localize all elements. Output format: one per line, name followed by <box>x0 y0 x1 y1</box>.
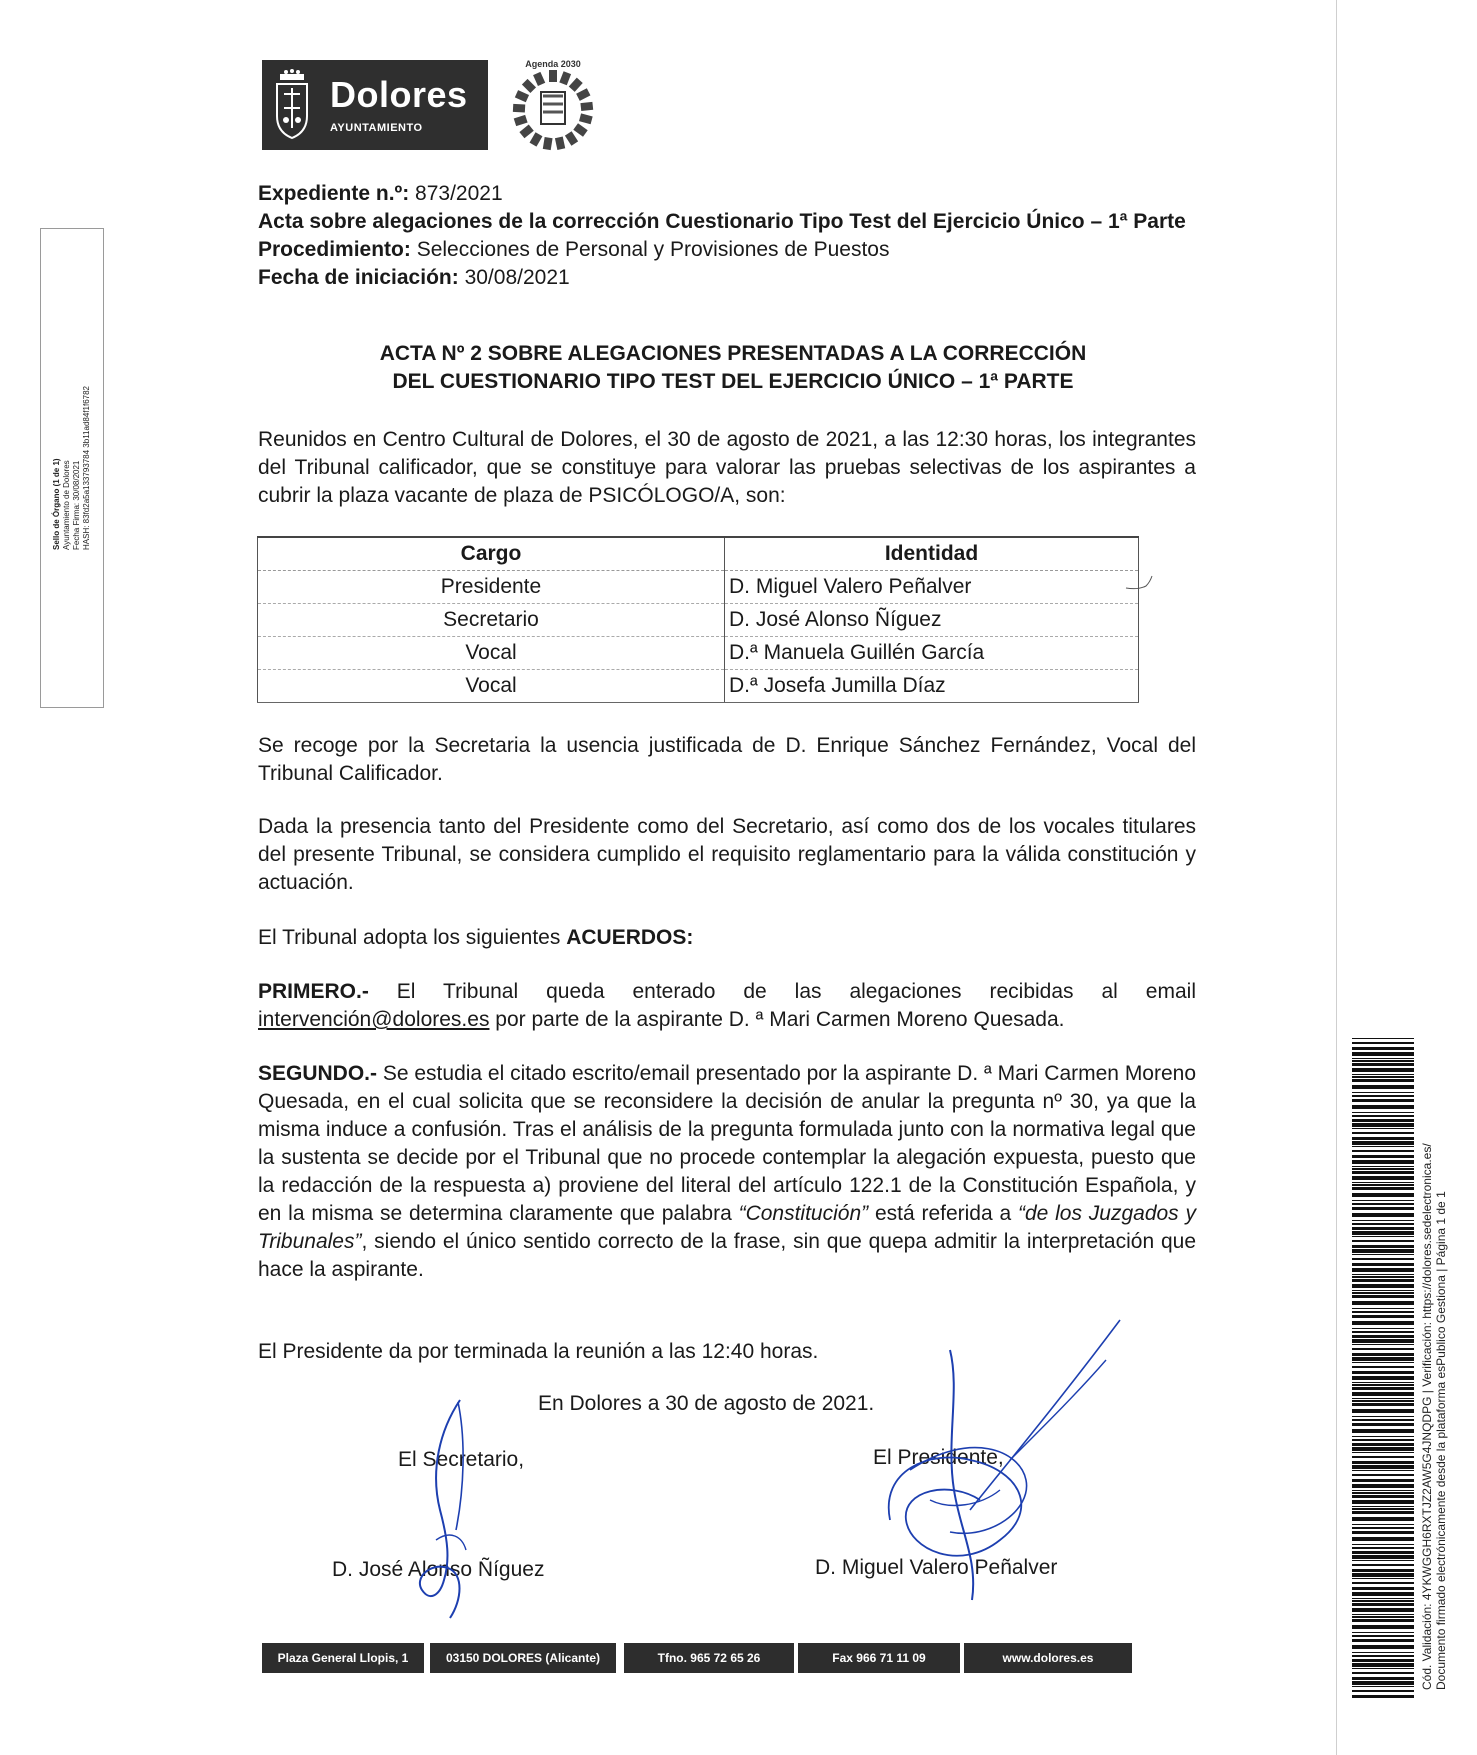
barcode-bar <box>1352 1655 1414 1657</box>
secretario-name: D. José Alonso Ñíguez <box>332 1558 545 1581</box>
cell-cargo: Vocal <box>258 670 725 703</box>
segundo-text-1: Se estudia el citado escrito/email presentado por la aspirante D. ª Mari Carmen Moreno Quesada, en el cual solicita que se reconsidere la decisión de anular la pregunta nº 30, ya que la misma induce a confusión. Tras el análisis de la pregunta formulada junto con la normativa legal que la sustenta se decide por el Tribunal que no procede contemplar la alegación expuesta, puesto que la redacción de la respuesta a) proviene del literal del artículo 122.1 de la Constitución Española, y en la misma se determina claramente que palabra <box>258 1062 1197 1225</box>
barcode-bar <box>1352 1074 1414 1075</box>
barcode-bar <box>1352 1308 1414 1309</box>
barcode-bar <box>1352 1447 1414 1451</box>
barcode-bar <box>1352 1290 1414 1291</box>
barcode-bar <box>1352 1527 1414 1529</box>
barcode-bar <box>1352 1321 1414 1325</box>
table-header-row <box>258 537 1139 571</box>
segundo-label: SEGUNDO.- <box>258 1062 378 1085</box>
barcode-bar <box>1352 1279 1414 1282</box>
cell-identidad: D. Miguel Valero Peñalver <box>725 571 1139 604</box>
barcode-bar <box>1352 1220 1414 1221</box>
barcode-bar <box>1352 1508 1414 1510</box>
barcode-bar <box>1352 1517 1414 1521</box>
barcode-bar <box>1352 1231 1414 1235</box>
header-cargo: Cargo <box>258 537 725 571</box>
presidente-role: El Presidente, <box>873 1446 1004 1469</box>
barcode-bar <box>1352 1245 1414 1248</box>
barcode-bar <box>1352 1423 1414 1426</box>
dolores-logo <box>262 60 488 150</box>
verification-line-1: Cód. Validación: 4YKWGGH6RXTJZ2AW5G4JNQDPG | Verificación: https://dolores.sedelectronica.es/ <box>1420 1143 1434 1690</box>
email-link[interactable]: intervención@dolores.es <box>258 1008 490 1031</box>
stamp-line-2: Ayuntamiento de Dolores <box>62 460 71 550</box>
barcode-bar <box>1352 1465 1414 1469</box>
tribunal-table <box>257 536 1139 703</box>
segundo-paragraph <box>258 1060 1196 1284</box>
footer-web[interactable]: www.dolores.es <box>964 1643 1132 1673</box>
barcode-bar <box>1352 1335 1414 1338</box>
barcode-bar <box>1352 1150 1414 1152</box>
barcode-bar <box>1352 1384 1414 1386</box>
cell-identidad: D. José Alonso Ñíguez <box>725 604 1139 637</box>
barcode-bar <box>1352 1560 1414 1561</box>
barcode-bar <box>1352 1353 1414 1356</box>
barcode-bar <box>1352 1524 1414 1525</box>
acuerdos-text: El Tribunal adopta los siguientes <box>258 926 567 949</box>
agenda-2030-logo-icon <box>505 56 601 152</box>
primero-text-1: El Tribunal queda enterado de las alegaciones recibidas al email <box>368 980 1196 1003</box>
barcode-bar <box>1352 1357 1414 1361</box>
barcode-bar <box>1352 1600 1414 1602</box>
barcode-bar <box>1352 1659 1414 1662</box>
document-meta <box>258 180 1208 292</box>
cierre-paragraph: El Presidente da por terminada la reunión a las 12:40 horas. <box>258 1340 819 1363</box>
barcode-bar <box>1352 1166 1414 1167</box>
barcode-bar <box>1352 1193 1414 1197</box>
secretario-role: El Secretario, <box>398 1448 525 1471</box>
barcode-bar <box>1352 1635 1414 1637</box>
coat-of-arms-icon <box>272 68 312 142</box>
fecha-label: Fecha de iniciación: <box>258 266 459 289</box>
agenda-label: Agenda 2030 <box>525 59 581 69</box>
barcode-bar <box>1352 1095 1414 1097</box>
barcode-bar <box>1352 1328 1414 1329</box>
barcode-bar <box>1352 1614 1414 1615</box>
procedimiento-label: Procedimiento: <box>258 238 411 261</box>
barcode-bar <box>1352 1155 1414 1158</box>
primero-text-2: por parte de la aspirante D. ª Mari Carmen Moreno Quesada. <box>489 1008 1065 1031</box>
barcode-bar <box>1352 1398 1414 1399</box>
barcode-bar <box>1352 1182 1414 1183</box>
barcode-bar <box>1352 1168 1414 1170</box>
footer-phone: Tfno. 965 72 65 26 <box>624 1643 794 1673</box>
barcode-bar <box>1352 1479 1414 1482</box>
barcode-bar <box>1352 1171 1414 1174</box>
stamp-line-3: Fecha Firma: 30/08/2021 <box>72 460 81 550</box>
barcode-bar <box>1352 1470 1414 1471</box>
barcode-bar <box>1352 1068 1414 1072</box>
barcode-bar <box>1352 1616 1414 1618</box>
pen-mark <box>1124 574 1154 594</box>
barcode-bar <box>1352 1052 1414 1056</box>
cell-identidad: D.ª Manuela Guillén García <box>725 637 1139 670</box>
barcode-bar <box>1352 1137 1414 1140</box>
barcode-bar <box>1352 1419 1414 1421</box>
barcode-bar <box>1352 1160 1414 1164</box>
barcode-bar <box>1352 1132 1414 1134</box>
barcode-bar <box>1352 1686 1414 1687</box>
barcode-bar <box>1352 1603 1414 1606</box>
barcode-bar <box>1352 1436 1414 1437</box>
table-row <box>258 670 1139 703</box>
barcode-bar <box>1352 1141 1414 1145</box>
procedimiento-value: Selecciones de Personal y Provisiones de Puestos <box>410 238 890 261</box>
table-row <box>258 571 1139 604</box>
barcode-bar <box>1352 1079 1414 1082</box>
barcode-bar <box>1352 1490 1414 1491</box>
barcode-bar <box>1352 1551 1414 1554</box>
barcode-bar <box>1352 1569 1414 1572</box>
barcode-bar <box>1352 1403 1414 1406</box>
barcode-bar <box>1352 1200 1414 1201</box>
title-line-1: ACTA Nº 2 SOBRE ALEGACIONES PRESENTADAS A LA CORRECCIÓN <box>379 342 1087 365</box>
barcode-bar <box>1352 1227 1414 1230</box>
barcode-bar <box>1352 1274 1414 1275</box>
barcode-bar <box>1352 1115 1414 1117</box>
barcode-bar <box>1352 1207 1414 1210</box>
barcode-bar <box>1352 1063 1414 1066</box>
barcode-bar <box>1352 1452 1414 1453</box>
barcode-bar <box>1352 1495 1414 1498</box>
fecha-line <box>258 264 1208 292</box>
barcode-bar <box>1352 1639 1414 1642</box>
intro-paragraph: Reunidos en Centro Cultural de Dolores, el 30 de agosto de 2021, a las 12:30 horas, los integrantes del Tribunal calificador, que se constituye para valorar las pruebas selectivas de los aspirantes a cubrir la plaza vacante de plaza de PSICÓLOGO/A, son: <box>258 428 1196 507</box>
barcode-bar <box>1352 1484 1414 1488</box>
acta-line: Acta sobre alegaciones de la corrección Cuestionario Tipo Test del Ejercicio Único – 1ª Parte <box>258 210 1186 233</box>
ausencia-paragraph: Se recoge por la Secretaria la usencia justificada de D. Enrique Sánchez Fernández, Vocal del Tribunal Calificador. <box>258 734 1196 785</box>
barcode-bar <box>1352 1292 1414 1294</box>
barcode-bar <box>1352 1099 1414 1102</box>
barcode-bar <box>1352 1456 1414 1458</box>
expediente-value: 873/2021 <box>409 182 503 205</box>
footer-address: Plaza General Llopis, 1 <box>262 1643 424 1673</box>
barcode-bar <box>1352 1176 1414 1180</box>
cell-cargo: Presidente <box>258 571 725 604</box>
barcode-bar <box>1352 1544 1414 1545</box>
header-identidad: Identidad <box>725 537 1139 571</box>
barcode-bar <box>1352 1315 1414 1318</box>
barcode-bar <box>1352 1268 1414 1272</box>
barcode-bar <box>1352 1506 1414 1507</box>
table-row <box>258 637 1139 670</box>
page-edge-line <box>1336 0 1337 1755</box>
lugar-fecha: En Dolores a 30 de agosto de 2021. <box>538 1392 875 1415</box>
primero-paragraph <box>258 978 1196 1034</box>
barcode-bar <box>1352 1625 1414 1629</box>
acuerdos-paragraph <box>258 924 1196 952</box>
barcode-bar <box>1352 1146 1414 1147</box>
barcode-bar <box>1352 1362 1414 1363</box>
barcode-bar <box>1352 1578 1414 1579</box>
barcode-bar <box>1352 1461 1414 1464</box>
barcode-bar <box>1352 1038 1414 1039</box>
presencia-paragraph: Dada la presencia tanto del Presidente como del Secretario, así como dos de los vocales titulares del presente Tribunal, se considera cumplido el requisito reglamentario para la válida constitución y actuación. <box>258 815 1196 894</box>
barcode-bar <box>1352 1344 1414 1345</box>
barcode-bar <box>1352 1652 1414 1653</box>
barcode-bar <box>1352 1376 1414 1380</box>
organ-seal-stamp <box>40 228 104 708</box>
barcode-bar <box>1352 1203 1414 1205</box>
barcode-bar <box>1352 1531 1414 1534</box>
cell-cargo: Vocal <box>258 637 725 670</box>
barcode-bar <box>1352 1184 1414 1186</box>
barcode-bar <box>1352 1085 1414 1089</box>
barcode-bar <box>1352 1677 1414 1680</box>
barcode-bar <box>1352 1632 1414 1633</box>
barcode-bar <box>1352 1387 1414 1390</box>
barcode-bar <box>1352 1258 1414 1260</box>
barcode-bar <box>1352 1582 1414 1584</box>
barcode-bar <box>1352 1119 1414 1122</box>
barcode-bar <box>1352 1592 1414 1596</box>
barcode-bar <box>1352 1240 1414 1242</box>
barcode-bar <box>1352 1276 1414 1278</box>
barcode-bar <box>1352 1187 1414 1190</box>
expediente-line <box>258 180 1208 208</box>
acuerdos-bold: ACUERDOS: <box>566 926 694 949</box>
barcode-bar <box>1352 1123 1414 1127</box>
footer-postal: 03150 DOLORES (Alicante) <box>430 1643 616 1673</box>
segundo-italic-1: “Constitución” <box>738 1202 869 1225</box>
barcode-bar <box>1352 1382 1414 1383</box>
barcode-bar <box>1352 1339 1414 1343</box>
barcode-bar <box>1352 1301 1414 1305</box>
secretario-signature <box>400 1390 490 1630</box>
barcode-bar <box>1352 1663 1414 1667</box>
barcode-bar <box>1352 1213 1414 1217</box>
barcode-bar <box>1352 1400 1414 1402</box>
barcode-bar <box>1352 1429 1414 1433</box>
cell-identidad: D.ª Josefa Jumilla Díaz <box>725 670 1139 703</box>
expediente-label: Expediente n.º: <box>258 182 410 205</box>
barcode-bar <box>1352 1564 1414 1566</box>
barcode-bar <box>1352 1645 1414 1649</box>
stamp-line-1: Sello de Órgano (1 de 1) <box>52 458 61 550</box>
barcode-bar <box>1352 1474 1414 1476</box>
barcode-bar <box>1352 1128 1414 1129</box>
stamp-line-4: HASH: 83fd2a5a133793784 3b11ad84f1f6782 <box>82 386 91 550</box>
barcode-bar <box>1352 1511 1414 1514</box>
verification-line-2: Documento firmado electrónicamente desde la plataforma esPublico Gestiona | Página 1 de 1 <box>1434 1191 1448 1690</box>
barcode-bar <box>1352 1311 1414 1313</box>
cell-cargo: Secretario <box>258 604 725 637</box>
barcode-bar <box>1352 1371 1414 1374</box>
logo-name: Dolores <box>330 74 468 115</box>
barcode-bar <box>1352 1409 1414 1413</box>
barcode-bar <box>1352 1042 1414 1044</box>
segundo-text-2: está referida a <box>868 1202 1018 1225</box>
barcode-bar <box>1352 1500 1414 1504</box>
barcode-bar <box>1352 1223 1414 1225</box>
barcode-bar <box>1352 1690 1414 1692</box>
title-line-2: DEL CUESTIONARIO TIPO TEST DEL EJERCICIO ÚNICO – 1ª PARTE <box>392 370 1074 393</box>
barcode-bar <box>1352 1348 1414 1350</box>
barcode-bar <box>1352 1439 1414 1441</box>
barcode-bar <box>1352 1284 1414 1288</box>
barcode-bar <box>1352 1047 1414 1050</box>
barcode-bar <box>1352 1695 1414 1698</box>
barcode-bar <box>1352 1295 1414 1298</box>
barcode-bar <box>1352 1537 1414 1541</box>
segundo-text-3: , siendo el único sentido correcto de la frase, sin que quepa admitir la interpretación que hace la aspirante. <box>258 1230 1196 1281</box>
barcode-bar <box>1352 1416 1414 1417</box>
barcode-bar <box>1352 1058 1414 1059</box>
barcode-bar <box>1352 1366 1414 1368</box>
barcode-bar <box>1352 1392 1414 1396</box>
barcode-bar <box>1352 1608 1414 1612</box>
barcode-bar <box>1352 1598 1414 1599</box>
barcode-bar <box>1352 1236 1414 1237</box>
barcode-bar <box>1352 1092 1414 1093</box>
barcode-bar <box>1352 1681 1414 1685</box>
barcode-bar <box>1352 1619 1414 1622</box>
fecha-value: 30/08/2021 <box>458 266 570 289</box>
primero-label: PRIMERO.- <box>258 980 369 1003</box>
presidente-signature <box>850 1310 1130 1620</box>
barcode-bar <box>1352 1076 1414 1078</box>
barcode-bar <box>1352 1573 1414 1577</box>
document-title <box>258 340 1208 396</box>
logo-subtitle: AYUNTAMIENTO <box>330 122 423 134</box>
footer-fax: Fax 966 71 11 09 <box>798 1643 960 1673</box>
barcode-bar <box>1352 1331 1414 1333</box>
table-row <box>258 604 1139 637</box>
barcode-bar <box>1352 1587 1414 1590</box>
barcode-bar <box>1352 1263 1414 1266</box>
barcode-bar <box>1352 1060 1414 1062</box>
segundo-italic-2: “de los Juzgados y Tribunales” <box>258 1202 1196 1253</box>
barcode-bar <box>1352 1547 1414 1549</box>
barcode-bar <box>1352 1112 1414 1113</box>
barcode-bar <box>1352 1492 1414 1494</box>
barcode-bar <box>1352 1249 1414 1253</box>
barcode-bar <box>1352 1672 1414 1674</box>
barcode-bar <box>1352 1254 1414 1255</box>
presidente-name: D. Miguel Valero Peñalver <box>815 1556 1058 1579</box>
barcode-bar <box>1352 1555 1414 1559</box>
barcode-bar <box>1352 1668 1414 1669</box>
barcode-bar <box>1352 1443 1414 1446</box>
procedimiento-line <box>258 236 1208 264</box>
barcode-bar <box>1352 1105 1414 1109</box>
